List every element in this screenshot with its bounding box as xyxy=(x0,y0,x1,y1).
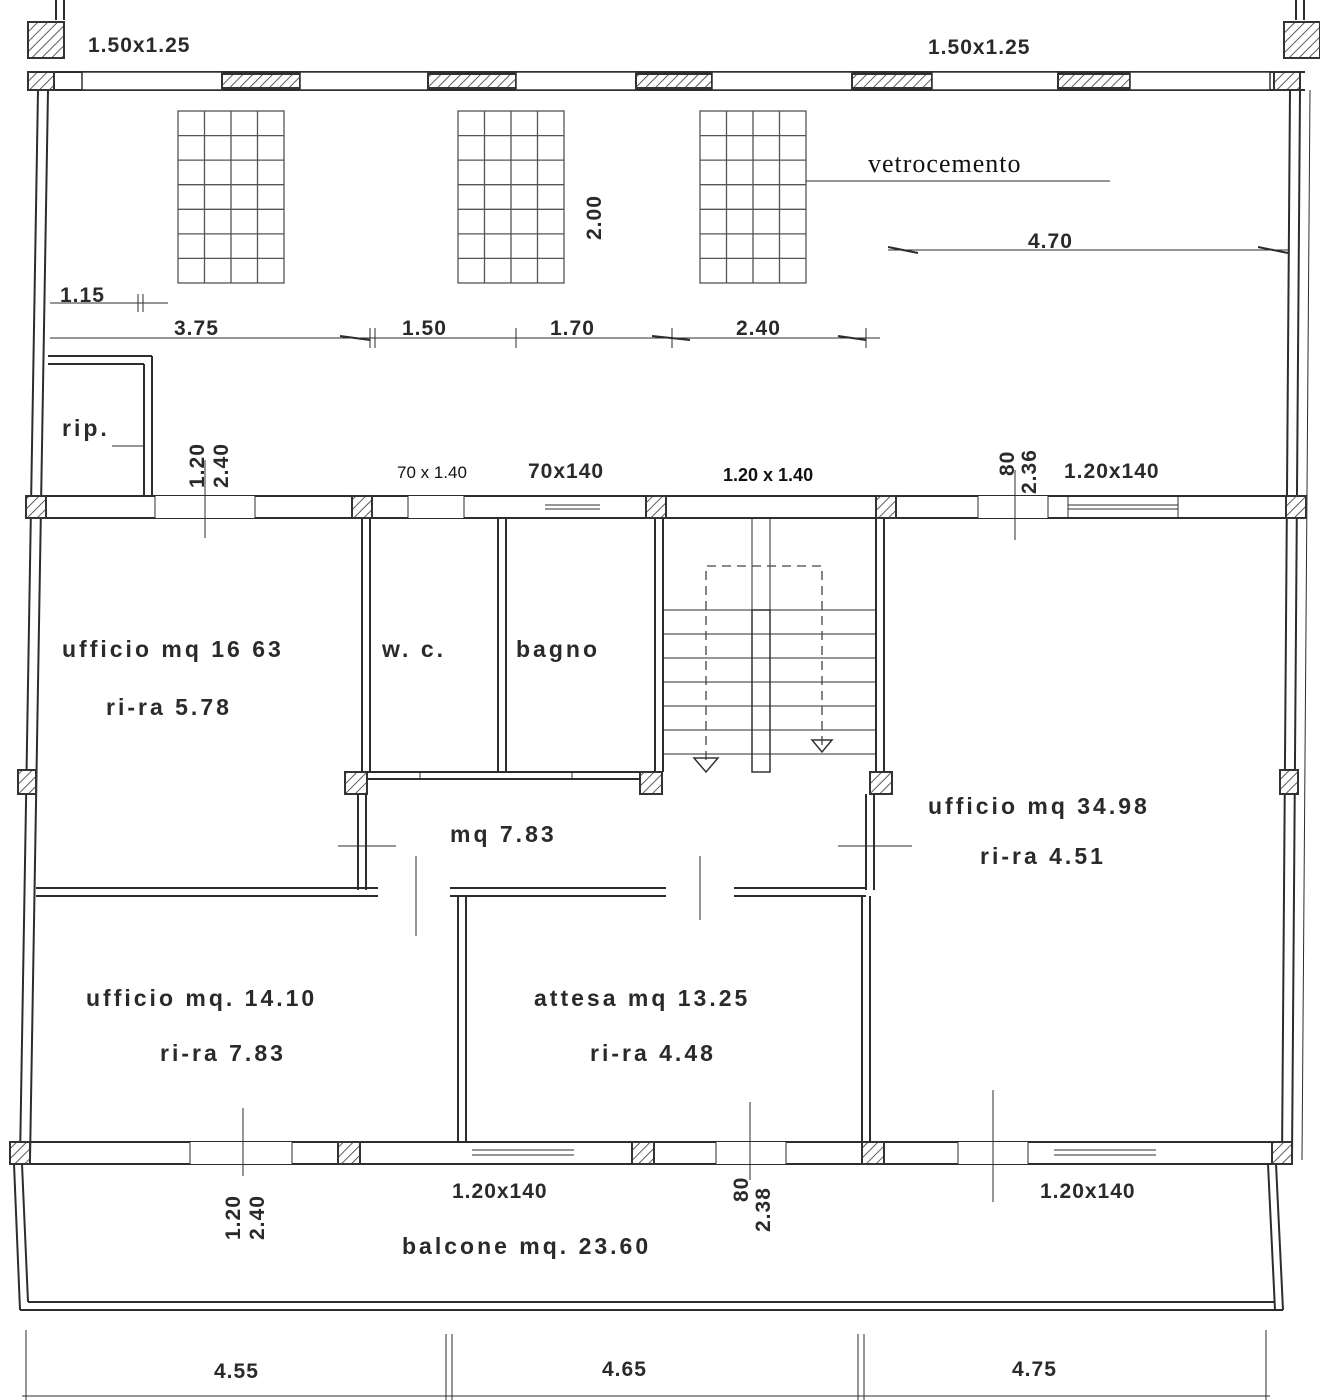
dim-3-75: 3.75 xyxy=(174,317,219,340)
top-windows xyxy=(82,72,1270,90)
room-label-bath: bagno xyxy=(516,636,600,662)
window-label-front-70x140-a: 70 x 1.40 xyxy=(397,463,467,482)
dim-1-50: 1.50 xyxy=(402,317,447,340)
window-label-front-70x140-b: 70x140 xyxy=(528,460,605,483)
room-label-waiting: attesa mq 13.25 xyxy=(534,985,751,1011)
dim-bottom-3: 4.75 xyxy=(1012,1358,1057,1381)
window-label-front-right: 1.20x140 xyxy=(1064,460,1160,483)
sill-back-mid-a: 80 xyxy=(730,1176,753,1202)
sill-front-left-a: 1.20 xyxy=(186,443,209,488)
dim-bottom-1: 4.55 xyxy=(214,1360,259,1383)
dim-2-40: 2.40 xyxy=(736,317,781,340)
room-ratio-waiting: ri-ra 4.48 xyxy=(590,1040,716,1066)
room-label-wc: w. c. xyxy=(382,636,446,662)
staircase xyxy=(663,518,876,772)
dim-light-well-width: 4.70 xyxy=(1028,230,1073,253)
dim-bottom-2: 4.65 xyxy=(602,1358,647,1381)
room-label-rip: rip. xyxy=(62,415,110,441)
dim-1-15: 1.15 xyxy=(60,284,105,307)
room-label-office-1: ufficio mq 16 63 xyxy=(62,636,284,662)
sill-back-left-b: 2.40 xyxy=(246,1195,269,1240)
window-label-top-right: 1.50x1.25 xyxy=(928,36,1031,59)
room-label-office-3: ufficio mq. 14.10 xyxy=(86,985,318,1011)
sill-front-right-b: 2.36 xyxy=(1018,449,1041,494)
sill-back-mid-b: 2.38 xyxy=(752,1187,775,1232)
room-ratio-office-1: ri-ra 5.78 xyxy=(106,694,232,720)
room-ratio-office-3: ri-ra 7.83 xyxy=(160,1040,286,1066)
window-label-front-120x140: 1.20 x 1.40 xyxy=(723,465,814,485)
glass-block-grid-1 xyxy=(178,111,284,283)
glass-block-grid-2 xyxy=(458,111,564,283)
room-label-hall: mq 7.83 xyxy=(450,821,557,847)
dim-1-70: 1.70 xyxy=(550,317,595,340)
sill-back-left-a: 1.20 xyxy=(222,1195,245,1240)
window-label-top-left: 1.50x1.25 xyxy=(88,34,191,57)
window-label-back-left: 1.20x140 xyxy=(452,1180,548,1203)
room-label-balcony: balcone mq. 23.60 xyxy=(402,1233,652,1259)
window-label-back-right: 1.20x140 xyxy=(1040,1180,1136,1203)
sill-front-right-a: 80 xyxy=(996,450,1019,476)
dim-light-well-depth: 2.00 xyxy=(583,195,606,240)
rear-wall-windows xyxy=(190,1142,1156,1164)
glass-block-label: vetrocemento xyxy=(868,149,1022,178)
glass-block-grid-3 xyxy=(700,111,806,283)
sill-front-left-b: 2.40 xyxy=(210,443,233,488)
room-label-office-2: ufficio mq 34.98 xyxy=(928,793,1150,819)
room-ratio-office-2: ri-ra 4.51 xyxy=(980,843,1106,869)
